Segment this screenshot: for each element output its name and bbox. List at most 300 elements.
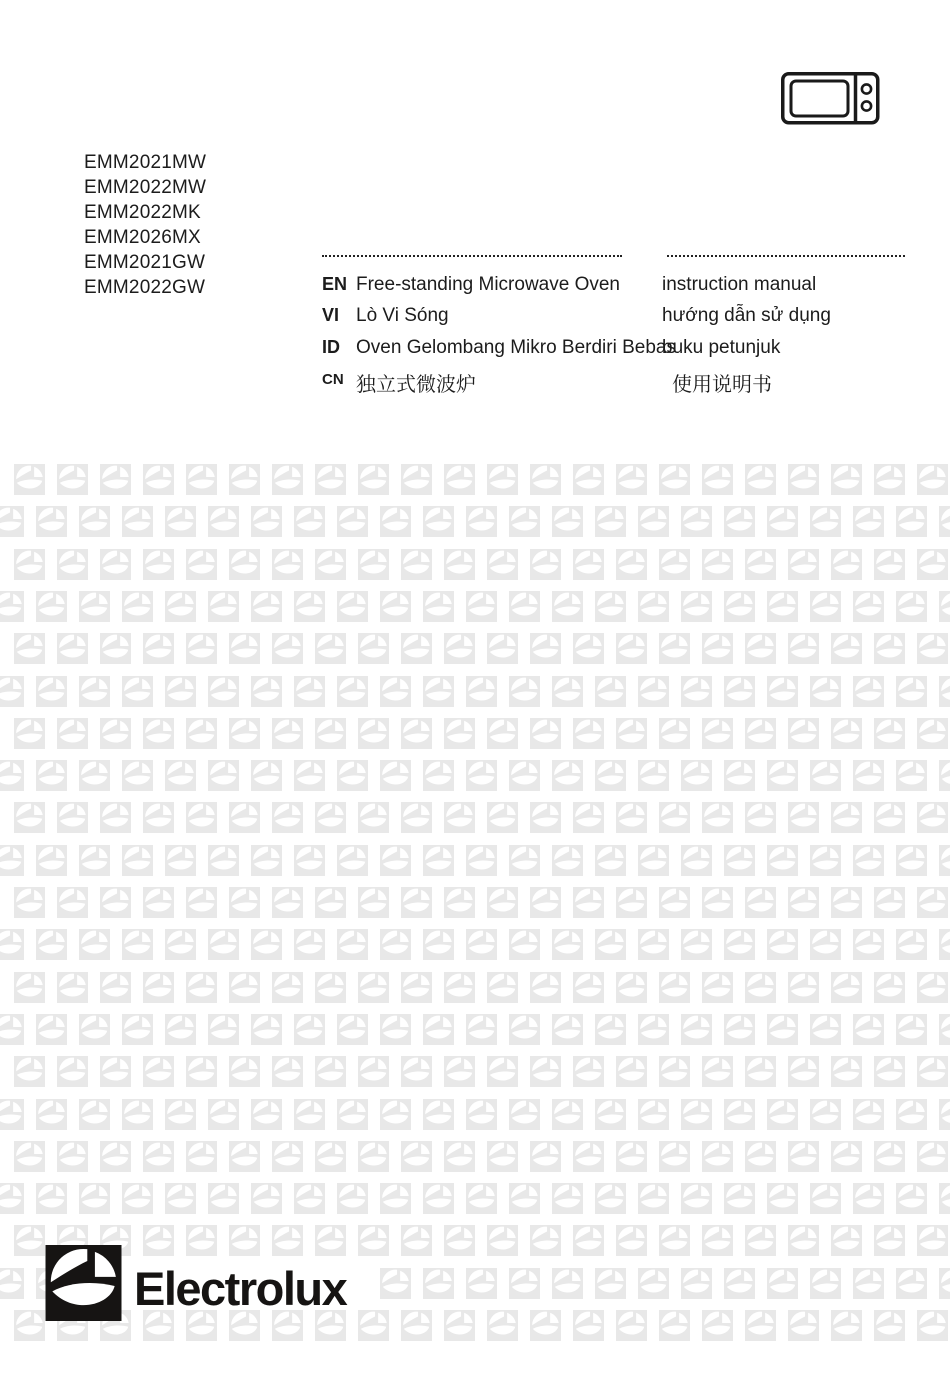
electrolux-symbol-icon: [0, 675, 24, 708]
electrolux-symbol-icon: [896, 675, 927, 708]
electrolux-symbol-icon: [100, 971, 131, 1004]
language-row-id: [322, 335, 922, 366]
electrolux-symbol-icon: [251, 590, 282, 623]
electrolux-symbol-icon: [767, 1098, 798, 1131]
electrolux-symbol-icon: [917, 971, 948, 1004]
electrolux-symbol-icon: [767, 1267, 798, 1300]
language-table: [322, 272, 922, 398]
electrolux-symbol-icon: [143, 717, 174, 750]
electrolux-symbol-icon: [917, 463, 948, 496]
electrolux-symbol-icon: [702, 1224, 733, 1257]
electrolux-symbol-icon: [229, 1140, 260, 1173]
electrolux-symbol-icon: [767, 1013, 798, 1046]
language-row-vi: [322, 303, 922, 334]
electrolux-symbol-icon: [702, 971, 733, 1004]
electrolux-symbol-icon: [229, 548, 260, 581]
electrolux-symbol-icon: [79, 1098, 110, 1131]
model-number: EMM2026MX: [84, 227, 201, 248]
electrolux-symbol-icon: [401, 886, 432, 919]
electrolux-symbol-icon: [122, 1098, 153, 1131]
electrolux-symbol-icon: [487, 886, 518, 919]
electrolux-symbol-icon: [939, 1098, 950, 1131]
electrolux-symbol-icon: [79, 505, 110, 538]
electrolux-symbol-icon: [616, 886, 647, 919]
electrolux-symbol-icon: [272, 886, 303, 919]
electrolux-symbol-icon: [724, 844, 755, 877]
electrolux-symbol-icon: [487, 1140, 518, 1173]
electrolux-symbol-icon: [14, 717, 45, 750]
electrolux-symbol-icon: [573, 548, 604, 581]
electrolux-symbol-icon: [251, 675, 282, 708]
electrolux-symbol-icon: [595, 1098, 626, 1131]
electrolux-symbol-icon: [337, 1182, 368, 1215]
electrolux-symbol-icon: [724, 505, 755, 538]
electrolux-symbol-icon: [552, 590, 583, 623]
electrolux-symbol-icon: [573, 1055, 604, 1088]
electrolux-symbol-icon: [423, 759, 454, 792]
electrolux-symbol-icon: [595, 759, 626, 792]
electrolux-symbol-icon: [444, 463, 475, 496]
electrolux-symbol-icon: [122, 675, 153, 708]
electrolux-symbol-icon: [466, 759, 497, 792]
electrolux-symbol-icon: [745, 801, 776, 834]
electrolux-symbol-icon: [186, 801, 217, 834]
electrolux-symbol-icon: [638, 1098, 669, 1131]
electrolux-symbol-icon: [401, 971, 432, 1004]
electrolux-symbol-icon: [14, 1224, 45, 1257]
electrolux-symbol-icon: [724, 1182, 755, 1215]
electrolux-symbol-icon: [767, 1182, 798, 1215]
electrolux-symbol-icon: [444, 717, 475, 750]
electrolux-symbol-icon: [100, 1055, 131, 1088]
electrolux-symbol-icon: [874, 1224, 905, 1257]
electrolux-symbol-icon: [79, 675, 110, 708]
electrolux-symbol-icon: [315, 1055, 346, 1088]
electrolux-symbol-icon: [552, 844, 583, 877]
electrolux-symbol-icon: [702, 1309, 733, 1342]
electrolux-symbol-icon: [315, 632, 346, 665]
electrolux-symbol-icon: [122, 505, 153, 538]
electrolux-symbol-icon: [724, 759, 755, 792]
electrolux-symbol-icon: [122, 1182, 153, 1215]
electrolux-symbol-icon: [831, 1055, 862, 1088]
electrolux-symbol-icon: [100, 801, 131, 834]
electrolux-symbol-icon: [272, 632, 303, 665]
electrolux-symbol-icon: [466, 675, 497, 708]
electrolux-symbol-icon: [380, 1182, 411, 1215]
electrolux-symbol-icon: [917, 1309, 948, 1342]
electrolux-symbol-icon: [896, 928, 927, 961]
electrolux-symbol-icon: [79, 759, 110, 792]
electrolux-symbol-icon: [788, 717, 819, 750]
electrolux-symbol-icon: [616, 717, 647, 750]
electrolux-symbol-icon: [616, 801, 647, 834]
electrolux-symbol-icon: [466, 1013, 497, 1046]
electrolux-symbol-icon: [896, 759, 927, 792]
electrolux-symbol-icon: [874, 548, 905, 581]
electrolux-symbol-icon: [208, 1098, 239, 1131]
product-title: Oven Gelombang Mikro Berdiri Bebas: [356, 336, 676, 358]
electrolux-symbol-icon: [14, 548, 45, 581]
electrolux-symbol-icon: [186, 463, 217, 496]
electrolux-symbol-icon: [939, 590, 950, 623]
electrolux-symbol-icon: [57, 548, 88, 581]
electrolux-symbol-icon: [229, 463, 260, 496]
electrolux-symbol-icon: [423, 1013, 454, 1046]
electrolux-symbol-icon: [853, 1267, 884, 1300]
model-number: EMM2021GW: [84, 252, 206, 273]
electrolux-symbol-icon: [14, 886, 45, 919]
electrolux-symbol-icon: [122, 590, 153, 623]
electrolux-symbol-icon: [745, 463, 776, 496]
electrolux-symbol-icon: [939, 928, 950, 961]
electrolux-symbol-icon: [466, 844, 497, 877]
electrolux-symbol-icon: [358, 717, 389, 750]
electrolux-symbol-icon: [831, 1140, 862, 1173]
electrolux-symbol-icon: [659, 1309, 690, 1342]
electrolux-symbol-icon: [638, 1267, 669, 1300]
electrolux-symbol-icon: [745, 1309, 776, 1342]
electrolux-symbol-icon: [638, 505, 669, 538]
electrolux-symbol-icon: [638, 590, 669, 623]
electrolux-symbol-icon: [702, 886, 733, 919]
electrolux-symbol-icon: [0, 1098, 24, 1131]
model-number: EMM2021MW: [84, 152, 207, 173]
electrolux-symbol-icon: [659, 1224, 690, 1257]
electrolux-symbol-icon: [552, 1182, 583, 1215]
electrolux-symbol-icon: [874, 1309, 905, 1342]
electrolux-symbol-icon: [939, 1013, 950, 1046]
electrolux-symbol-icon: [36, 1013, 67, 1046]
electrolux-symbol-icon: [0, 590, 24, 623]
electrolux-symbol-icon: [229, 1224, 260, 1257]
electrolux-symbol-icon: [229, 1055, 260, 1088]
electrolux-symbol-icon: [36, 844, 67, 877]
electrolux-symbol-icon: [853, 844, 884, 877]
electrolux-symbol-icon: [294, 844, 325, 877]
electrolux-symbol-icon: [466, 505, 497, 538]
electrolux-symbol-icon: [659, 801, 690, 834]
electrolux-symbol-icon: [616, 548, 647, 581]
electrolux-symbol-icon: [315, 548, 346, 581]
electrolux-symbol-icon: [165, 590, 196, 623]
electrolux-symbol-icon: [466, 1098, 497, 1131]
electrolux-symbol-icon: [444, 1055, 475, 1088]
electrolux-symbol-icon: [681, 1013, 712, 1046]
electrolux-symbol-icon: [509, 1267, 540, 1300]
electrolux-symbol-icon: [208, 1182, 239, 1215]
electrolux-symbol-icon: [100, 463, 131, 496]
electrolux-symbol-icon: [659, 632, 690, 665]
electrolux-symbol-icon: [57, 463, 88, 496]
electrolux-symbol-icon: [380, 505, 411, 538]
electrolux-symbol-icon: [530, 1224, 561, 1257]
electrolux-symbol-icon: [509, 1182, 540, 1215]
electrolux-symbol-icon: [530, 548, 561, 581]
electrolux-symbol-icon: [874, 1140, 905, 1173]
electrolux-symbol-icon: [745, 886, 776, 919]
electrolux-symbol-icon: [874, 632, 905, 665]
electrolux-symbol-icon: [36, 505, 67, 538]
electrolux-symbol-icon: [681, 1182, 712, 1215]
electrolux-symbol-icon: [272, 801, 303, 834]
electrolux-symbol-icon: [509, 675, 540, 708]
electrolux-symbol-icon: [423, 844, 454, 877]
electrolux-symbol-icon: [444, 801, 475, 834]
electrolux-symbol-icon: [444, 886, 475, 919]
language-code: VI: [322, 305, 340, 326]
electrolux-symbol-icon: [380, 1267, 411, 1300]
electrolux-symbol-icon: [36, 590, 67, 623]
electrolux-symbol-icon: [337, 759, 368, 792]
electrolux-symbol-icon: [573, 971, 604, 1004]
electrolux-symbol-icon: [552, 1098, 583, 1131]
electrolux-symbol-icon: [272, 1140, 303, 1173]
microwave-icon: [778, 66, 882, 126]
electrolux-symbol-icon: [315, 1140, 346, 1173]
electrolux-symbol-icon: [358, 971, 389, 1004]
electrolux-symbol-icon: [444, 1224, 475, 1257]
electrolux-symbol-icon: [57, 1140, 88, 1173]
electrolux-symbol-icon: [853, 1013, 884, 1046]
electrolux-symbol-icon: [401, 632, 432, 665]
electrolux-symbol-icon: [853, 928, 884, 961]
electrolux-symbol-icon: [831, 886, 862, 919]
electrolux-symbol-icon: [853, 675, 884, 708]
electrolux-symbol-icon: [423, 505, 454, 538]
electrolux-symbol-icon: [79, 1182, 110, 1215]
electrolux-symbol-icon: [831, 801, 862, 834]
electrolux-symbol-icon: [831, 1224, 862, 1257]
electrolux-symbol-icon: [337, 1013, 368, 1046]
electrolux-symbol-icon: [853, 759, 884, 792]
electrolux-symbol-icon: [939, 844, 950, 877]
electrolux-symbol-icon: [143, 1140, 174, 1173]
electrolux-symbol-icon: [896, 590, 927, 623]
manual-label: hướng dẫn sử dụng: [662, 305, 831, 327]
electrolux-symbol-icon: [509, 505, 540, 538]
electrolux-symbol-icon: [917, 1224, 948, 1257]
electrolux-symbol-icon: [767, 505, 798, 538]
electrolux-symbol-icon: [57, 1055, 88, 1088]
electrolux-symbol-icon: [272, 971, 303, 1004]
electrolux-symbol-icon: [616, 1055, 647, 1088]
electrolux-symbol-icon: [767, 590, 798, 623]
electrolux-symbol-icon: [896, 1182, 927, 1215]
electrolux-symbol-icon: [229, 717, 260, 750]
electrolux-symbol-icon: [659, 971, 690, 1004]
electrolux-symbol-icon: [315, 886, 346, 919]
electrolux-symbol-icon: [724, 590, 755, 623]
electrolux-symbol-icon: [337, 505, 368, 538]
electrolux-symbol-icon: [294, 590, 325, 623]
electrolux-symbol-icon: [466, 1182, 497, 1215]
electrolux-symbol-icon: [100, 548, 131, 581]
electrolux-symbol-icon: [595, 928, 626, 961]
electrolux-symbol-icon: [208, 759, 239, 792]
electrolux-symbol-icon: [810, 1182, 841, 1215]
electrolux-symbol-icon: [530, 886, 561, 919]
electrolux-symbol-icon: [616, 463, 647, 496]
electrolux-symbol-icon: [229, 632, 260, 665]
electrolux-symbol-icon: [143, 886, 174, 919]
electrolux-symbol-icon: [272, 1055, 303, 1088]
electrolux-symbol-icon: [57, 632, 88, 665]
electrolux-symbol-icon: [36, 759, 67, 792]
electrolux-symbol-icon: [337, 844, 368, 877]
electrolux-symbol-icon: [874, 717, 905, 750]
electrolux-symbol-icon: [509, 844, 540, 877]
electrolux-symbol-icon: [423, 675, 454, 708]
electrolux-symbol-icon: [57, 717, 88, 750]
electrolux-symbol-icon: [724, 928, 755, 961]
electrolux-symbol-icon: [294, 1098, 325, 1131]
electrolux-symbol-icon: [681, 759, 712, 792]
electrolux-symbol-icon: [659, 717, 690, 750]
electrolux-symbol-icon: [788, 971, 819, 1004]
electrolux-symbol-icon: [186, 548, 217, 581]
electrolux-symbol-icon: [487, 1224, 518, 1257]
model-number: EMM2022GW: [84, 277, 206, 298]
electrolux-symbol-icon: [638, 928, 669, 961]
electrolux-symbol-icon: [100, 1140, 131, 1173]
dotted-divider-right: [667, 255, 905, 257]
electrolux-symbol-icon: [745, 717, 776, 750]
electrolux-symbol-icon: [530, 1309, 561, 1342]
electrolux-symbol-icon: [208, 505, 239, 538]
electrolux-symbol-icon: [466, 928, 497, 961]
electrolux-symbol-icon: [401, 1309, 432, 1342]
electrolux-symbol-icon: [767, 928, 798, 961]
electrolux-symbol-icon: [939, 759, 950, 792]
product-title: Free-standing Microwave Oven: [356, 274, 620, 295]
electrolux-symbol-icon: [466, 590, 497, 623]
electrolux-symbol-icon: [530, 717, 561, 750]
electrolux-symbol-icon: [530, 971, 561, 1004]
electrolux-symbol-icon: [509, 1013, 540, 1046]
electrolux-symbol-icon: [14, 1055, 45, 1088]
electrolux-symbol-icon: [444, 1309, 475, 1342]
electrolux-symbol-icon: [272, 463, 303, 496]
electrolux-symbol-icon: [659, 886, 690, 919]
electrolux-symbol-icon: [595, 1013, 626, 1046]
model-number: EMM2022MK: [84, 202, 201, 223]
electrolux-symbol-icon: [616, 632, 647, 665]
electrolux-symbol-icon: [595, 505, 626, 538]
electrolux-symbol-icon: [358, 1309, 389, 1342]
electrolux-symbol-icon: [14, 971, 45, 1004]
electrolux-symbol-icon: [573, 632, 604, 665]
electrolux-symbol-icon: [573, 1140, 604, 1173]
electrolux-symbol-icon: [358, 632, 389, 665]
electrolux-symbol-icon: [294, 759, 325, 792]
electrolux-symbol-icon: [294, 675, 325, 708]
electrolux-symbol-icon: [552, 928, 583, 961]
electrolux-symbol-icon: [595, 590, 626, 623]
electrolux-symbol-icon: [36, 675, 67, 708]
electrolux-symbol-icon: [57, 886, 88, 919]
electrolux-symbol-icon: [702, 463, 733, 496]
electrolux-symbol-icon: [380, 1013, 411, 1046]
electrolux-symbol-icon: [831, 971, 862, 1004]
electrolux-symbol-icon: [444, 971, 475, 1004]
manual-label: instruction manual: [662, 274, 817, 295]
electrolux-symbol-icon: [487, 971, 518, 1004]
electrolux-symbol-icon: [294, 1013, 325, 1046]
electrolux-symbol-icon: [853, 1182, 884, 1215]
electrolux-symbol-icon: [939, 675, 950, 708]
electrolux-symbol-icon: [79, 928, 110, 961]
electrolux-symbol-icon: [788, 886, 819, 919]
electrolux-symbol-icon: [143, 548, 174, 581]
electrolux-symbol-icon: [509, 928, 540, 961]
electrolux-symbol-icon: [251, 1013, 282, 1046]
electrolux-symbol-icon: [251, 844, 282, 877]
electrolux-symbol-icon: [122, 759, 153, 792]
electrolux-symbol-icon: [315, 463, 346, 496]
electrolux-symbol-icon: [724, 1098, 755, 1131]
electrolux-symbol-icon: [401, 548, 432, 581]
electrolux-symbol-icon: [939, 505, 950, 538]
electrolux-symbol-icon: [423, 1182, 454, 1215]
electrolux-symbol-icon: [0, 505, 24, 538]
electrolux-symbol-icon: [874, 1055, 905, 1088]
electrolux-symbol-icon: [294, 505, 325, 538]
electrolux-symbol-icon: [165, 1098, 196, 1131]
electrolux-symbol-icon: [380, 675, 411, 708]
electrolux-symbol-icon: [788, 1224, 819, 1257]
electrolux-symbol-icon: [896, 505, 927, 538]
electrolux-symbol-icon: [616, 1224, 647, 1257]
electrolux-symbol-icon: [681, 590, 712, 623]
electrolux-symbol-icon: [724, 675, 755, 708]
electrolux-symbol-icon: [272, 548, 303, 581]
electrolux-symbol-icon: [208, 1013, 239, 1046]
electrolux-symbol-icon: [79, 844, 110, 877]
electrolux-symbol-icon: [853, 590, 884, 623]
electrolux-symbol-icon: [509, 590, 540, 623]
electrolux-symbol-icon: [917, 886, 948, 919]
electrolux-symbol-icon: [745, 1224, 776, 1257]
electrolux-symbol-icon: [917, 1055, 948, 1088]
language-code: EN: [322, 274, 348, 294]
electrolux-symbol-icon: [896, 844, 927, 877]
electrolux-symbol-icon: [745, 548, 776, 581]
electrolux-symbol-icon: [79, 590, 110, 623]
dotted-divider-left: [322, 255, 622, 257]
electrolux-symbol-icon: [573, 463, 604, 496]
electrolux-symbol-icon: [896, 1013, 927, 1046]
electrolux-symbol-icon: [831, 463, 862, 496]
electrolux-symbol-icon: [745, 632, 776, 665]
electrolux-symbol-icon: [917, 717, 948, 750]
electrolux-symbol-icon: [917, 1140, 948, 1173]
electrolux-symbol-icon: [530, 1140, 561, 1173]
electrolux-symbol-icon: [595, 1267, 626, 1300]
electrolux-symbol-icon: [229, 971, 260, 1004]
electrolux-symbol-icon: [143, 801, 174, 834]
electrolux-symbol-icon: [616, 971, 647, 1004]
electrolux-symbol-icon: [530, 1055, 561, 1088]
electrolux-symbol-icon: [810, 1267, 841, 1300]
electrolux-symbol-icon: [143, 632, 174, 665]
electrolux-symbol-icon: [401, 717, 432, 750]
electrolux-symbol-icon: [0, 928, 24, 961]
electrolux-symbol-icon: [874, 971, 905, 1004]
electrolux-symbol-icon: [810, 1098, 841, 1131]
model-number-list: [84, 150, 206, 300]
electrolux-symbol-icon: [595, 844, 626, 877]
